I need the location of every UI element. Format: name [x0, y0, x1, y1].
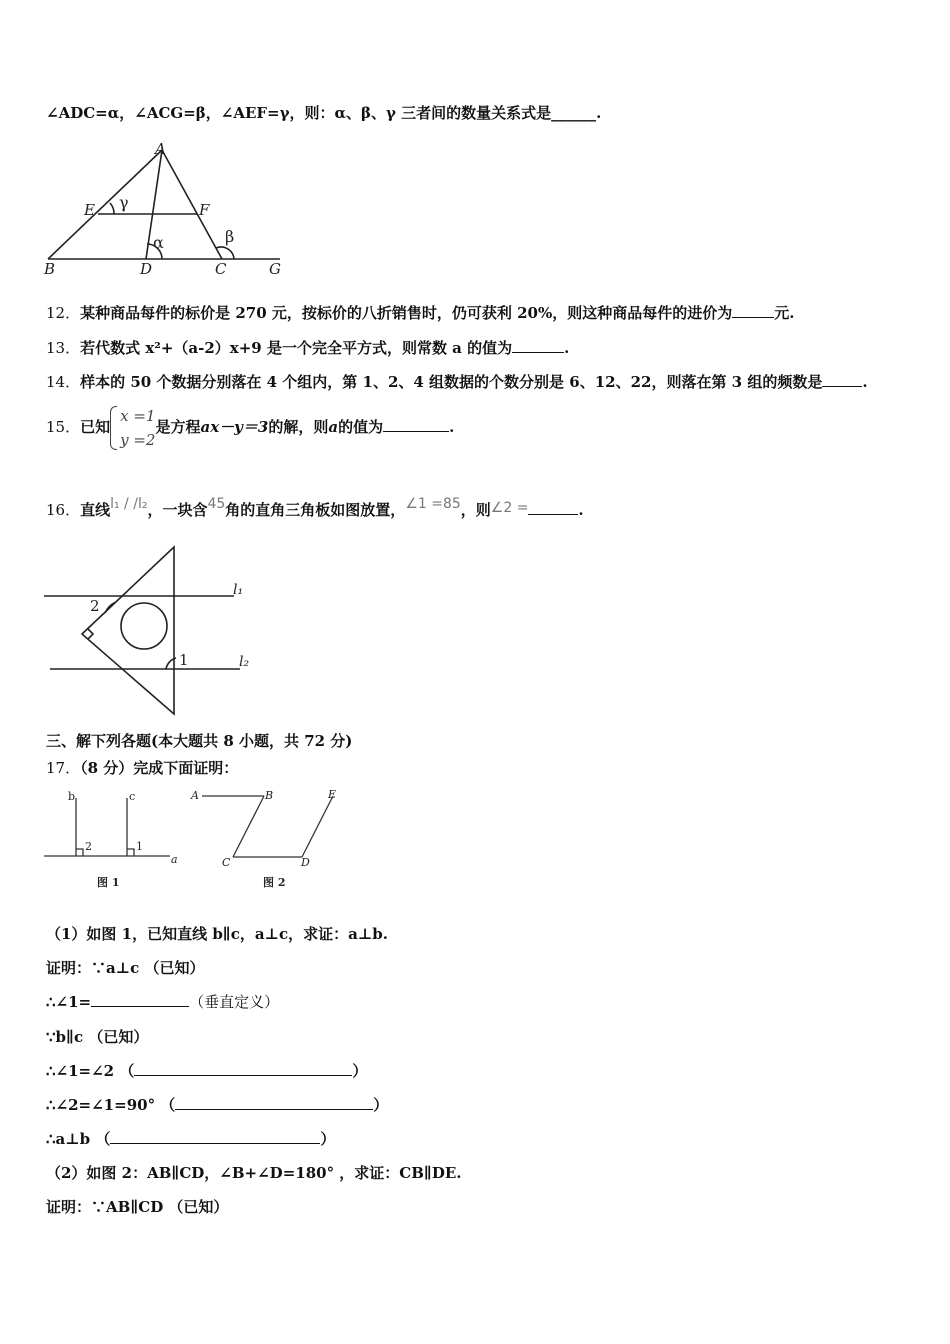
q17-part1-proof-1: 证明：∵a⊥c （已知）: [46, 959, 205, 977]
q16-line: [46, 497, 584, 524]
q11-label-gamma: γ: [119, 193, 129, 212]
q11-label-c: C: [215, 260, 227, 278]
q13-end: .: [564, 339, 570, 357]
q11-label-f: F: [199, 201, 210, 219]
q17-fig1-2: 2: [85, 840, 92, 853]
q14-number: 14．: [46, 373, 81, 391]
q11-line: ∠ADC=α，∠ACG=β，∠AEF=γ，则：α、β、γ 三者间的数量关系式是______.: [46, 104, 602, 122]
q15-text-2: 的解，则: [268, 418, 329, 436]
q17-fig1-a: a: [171, 853, 178, 866]
q15-text-1: 是方程: [155, 418, 201, 436]
q17-l3-text: ∴∠1=: [46, 993, 92, 1011]
q16-number: 16．: [46, 501, 81, 519]
q14-answer-blank[interactable]: [822, 372, 862, 387]
q17-blank-3[interactable]: [175, 1095, 373, 1110]
q16-deg45: 45: [207, 496, 226, 512]
q16-label-l2: l₂: [239, 654, 250, 670]
q17-l6-text: ∴∠2=∠1=90° （: [46, 1096, 176, 1114]
q16-end: .: [578, 501, 584, 519]
q17-fig2-c: C: [222, 856, 231, 869]
q16-angle1: ∠1 =85: [405, 496, 461, 512]
q14-text: 样本的 50 个数据分别落在 4 个组内，第 1、2、4 组数据的个数分别是 6、12、22，则落在第 3 组的频数是: [80, 373, 823, 391]
q17-fig2-b: B: [265, 789, 274, 802]
q17-l7-text: ∴a⊥b （: [46, 1130, 111, 1148]
q15-answer-blank[interactable]: [383, 417, 449, 432]
q17-fig1-b: b: [68, 790, 76, 803]
q17-fig1-caption: 图 1: [97, 876, 120, 889]
q17-figure2: [188, 788, 353, 893]
q13-line: [46, 338, 569, 358]
q17-l5-text: ∴∠1=∠2 （: [46, 1062, 135, 1080]
q15-var-a: a: [328, 418, 339, 436]
q12-unit: 元.: [774, 304, 795, 322]
q17-fig2-caption: 图 2: [263, 876, 286, 889]
q11-label-beta: β: [225, 227, 235, 246]
q15-number: 15．: [46, 418, 81, 436]
q15-line: [46, 404, 454, 452]
q12-answer-blank[interactable]: [732, 303, 774, 318]
q16-text-3: 角的直角三角板如图放置，: [225, 501, 406, 519]
q15-system-line1: x =1: [120, 407, 156, 425]
q11-label-g: G: [269, 260, 281, 278]
q11-figure: [44, 138, 294, 278]
q16-answer-blank[interactable]: [528, 500, 578, 515]
q15-equation: ax－y＝3: [200, 418, 269, 436]
section3-title: 三、解下列各题(本大题共 8 小题，共 72 分): [46, 732, 353, 750]
q17-fig1-1: 1: [136, 840, 143, 853]
q14-line: [46, 372, 868, 392]
q13-answer-blank[interactable]: [512, 338, 564, 353]
q12-number: 12．: [46, 304, 81, 322]
q16-label-1: 1: [179, 651, 189, 669]
q15-known: 已知: [80, 418, 111, 436]
q16-angle2: ∠2 =: [490, 500, 529, 516]
q17-part1-proof-3: ∵b∥c （已知）: [46, 1028, 149, 1046]
q16-label-l1: l₁: [233, 582, 244, 598]
q11-label-alpha: α: [153, 233, 164, 252]
q15-brace: [110, 406, 117, 450]
q15-end: .: [449, 418, 455, 436]
q17-intro: （8 分）完成下面证明：: [80, 759, 239, 777]
q15-text-3: 的值为: [338, 418, 384, 436]
q15-system-line2: y =2: [120, 431, 156, 449]
q17-l7-close: ）: [320, 1130, 336, 1148]
q17-l3-reason: （垂直定义）: [189, 993, 280, 1011]
q16-text-4: ，则: [460, 501, 491, 519]
q16-label-2: 2: [90, 597, 100, 615]
q13-text: 若代数式 x²+（a-2）x+9 是一个完全平方式，则常数 a 的值为: [80, 339, 513, 357]
q16-text-1: 直线: [80, 501, 111, 519]
q12-line: [46, 303, 794, 323]
q17-intro-line: [46, 758, 238, 778]
q17-part1-statement: （1）如图 1，已知直线 b∥c，a⊥c，求证：a⊥b.: [46, 925, 388, 943]
q17-l5-close: ）: [352, 1062, 368, 1080]
q17-part1-proof-6: [46, 1129, 335, 1149]
q16-figure: [44, 544, 264, 719]
q17-figure1: [44, 788, 184, 893]
q17-part2-statement: （2）如图 2：AB∥CD，∠B+∠D=180° ，求证：CB∥DE.: [46, 1164, 462, 1182]
q11-label-d: D: [140, 260, 153, 278]
q14-end: .: [862, 373, 868, 391]
q15-equation-system: [110, 404, 155, 452]
q17-part1-proof-4: [46, 1061, 367, 1081]
q17-blank-1[interactable]: [91, 992, 189, 1007]
q17-part1-proof-5: [46, 1095, 388, 1115]
q16-parallel: l₁ / /l₂: [110, 496, 148, 512]
q17-fig2-a: A: [191, 789, 199, 802]
q11-label-a: A: [155, 140, 166, 158]
q11-label-e: E: [84, 201, 95, 219]
q17-fig2-d: D: [301, 856, 310, 869]
q16-text-2: ，一块含: [147, 501, 208, 519]
q17-fig2-e: E: [328, 788, 337, 801]
q17-part1-proof-2: [46, 992, 279, 1012]
q17-fig1-c: c: [129, 790, 136, 803]
q11-label-b: B: [44, 260, 56, 278]
q13-number: 13．: [46, 339, 81, 357]
q17-part2-proof-1: 证明：∵AB∥CD （已知）: [46, 1198, 229, 1216]
q17-blank-4[interactable]: [110, 1129, 320, 1144]
q17-l6-close: ）: [373, 1096, 389, 1114]
q17-blank-2[interactable]: [134, 1061, 352, 1076]
q12-text: 某种商品每件的标价是 270 元，按标价的八折销售时，仍可获利 20%，则这种商品每件的进价为: [80, 304, 733, 322]
q17-number: 17．: [46, 759, 81, 777]
